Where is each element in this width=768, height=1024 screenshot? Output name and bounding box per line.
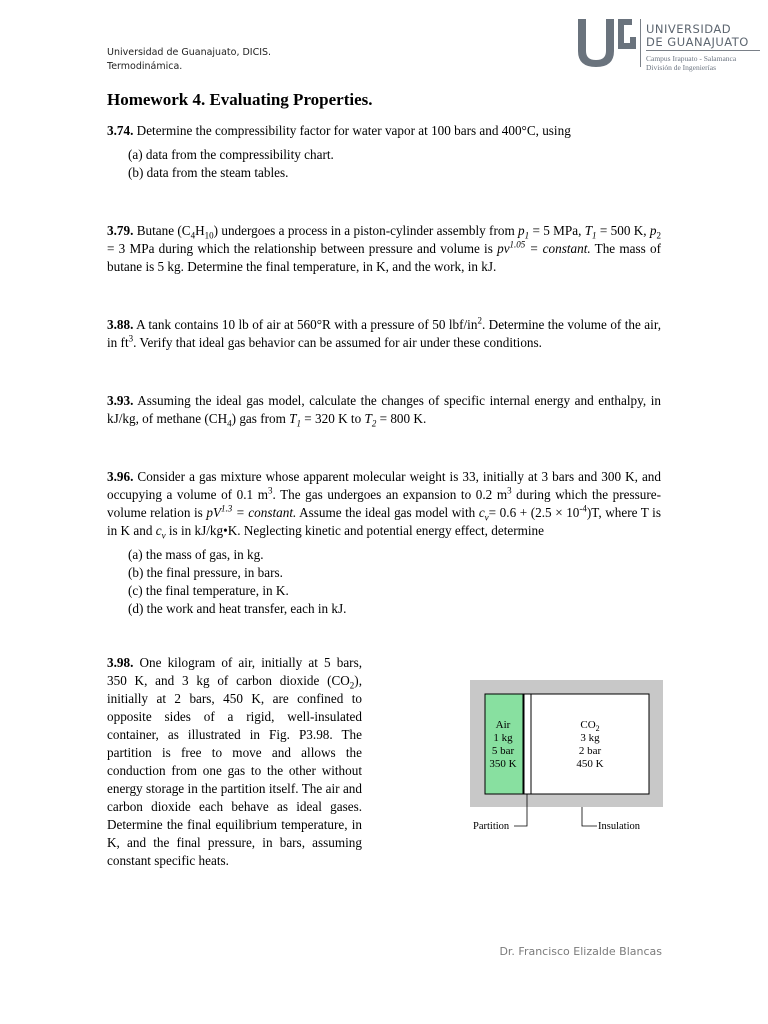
problem-number: 3.74. (107, 123, 134, 138)
text-run: = constant. (525, 241, 591, 256)
co2-name: $CO_2$ (580, 719, 600, 733)
air-pressure: 5 bar (491, 745, 515, 757)
footer-author: Dr. Francisco Elizalde Blancas (499, 945, 662, 958)
text-run: 1.3 (221, 503, 233, 514)
text-run: = 800 K. (376, 411, 427, 426)
text-run: 2 (656, 230, 662, 241)
problem-text: Determine the compressibility factor for water vapor at 100 bars and 400°C, using (136, 123, 571, 138)
insulation-leader (582, 807, 597, 826)
text-run: pv (497, 241, 510, 256)
problem-3-74-items (128, 146, 661, 182)
text-run: Consider a gas mixture whose apparent molecular weight is 33, initially at 3 bars and 300 K, and occupying a volume of 0.1 m (107, 469, 661, 502)
text-run: 3 (507, 485, 512, 496)
problem-3-96 (107, 468, 661, 540)
problem-3-93 (107, 392, 661, 428)
logo-subtitle (646, 54, 736, 72)
co2-temperature: 450 K (576, 758, 604, 770)
logo-name-line2: DE GUANAJUATO (646, 35, 749, 49)
problem-3-88 (107, 316, 661, 352)
logo-rule (646, 50, 760, 51)
text-run: = constant. (232, 505, 297, 520)
text-run: p (649, 223, 657, 238)
text-run: T (364, 411, 372, 426)
air-name: Air (495, 719, 511, 731)
text-run: 10 (204, 230, 214, 241)
list-item: (a) data from the compressibility chart. (128, 147, 334, 162)
document-header (107, 46, 271, 74)
problem-3-74 (107, 122, 661, 140)
ug-logo-icon (574, 15, 636, 71)
text-run: = 5 MPa, (529, 223, 585, 238)
problem-3-79 (107, 222, 661, 276)
text-run: Assume the ideal gas model with (296, 505, 479, 520)
text-run: 4 (190, 230, 196, 241)
air-chamber (485, 694, 523, 794)
list-item: (d) the work and heat transfer, each in kJ. (128, 601, 347, 616)
text-run: 2 (371, 418, 377, 429)
list-item: (b) data from the steam tables. (128, 165, 289, 180)
text-run: . Determine the volume of the air, in ft (107, 317, 661, 350)
text-run: is in kJ/kg•K. Neglecting kinetic and potential energy effect, determine (165, 523, 544, 538)
partition-label: Partition (473, 821, 510, 832)
text-run: p (518, 223, 525, 238)
text-run: ), initially at 2 bars, 450 K, are confined to opposite sides of a rigid, well-insulated container, as illustrated in Fig. P3.98. The partition is free to move and allows the conduction from one gas to the other without energy storage in the partition itself. The air and carbon dioxide each behave as ideal gases. Determine the final equilibrium temperature, in K, and the final pressure, in bars, assuming constant specific heats. (107, 673, 362, 868)
text-run: . The gas undergoes an expansion to 0.2 m (272, 487, 508, 502)
text-run: One kilogram of air, initially at 5 bars, 350 K, and 3 kg of carbon dioxide (CO (107, 655, 362, 688)
text-run: 2 (349, 680, 355, 691)
co2-chamber (524, 694, 649, 794)
list-item: (c) the final temperature, in K. (128, 583, 289, 598)
text-run: = 320 K to (300, 411, 365, 426)
text-run: = 3 MPa during which the relationship between pressure and volume is (107, 241, 498, 256)
header-course: Termodinámica. (107, 61, 183, 72)
logo-name (646, 23, 749, 49)
university-logo (574, 15, 764, 87)
air-mass: 1 kg (493, 732, 513, 744)
logo-divider (640, 19, 641, 67)
text-run: v (484, 512, 489, 523)
text-run: The mass of butane is 5 kg. Determine the final temperature, in K, and the work, in kJ. (107, 241, 661, 274)
header-institution: Universidad de Guanajuato, DICIS. (107, 47, 272, 58)
list-item: (b) the final pressure, in bars. (128, 565, 283, 580)
text-run: Butane (C (136, 223, 191, 238)
air-temperature: 350 K (489, 758, 517, 770)
logo-division: División de Ingenierías (646, 63, 716, 72)
co2-pressure: 2 bar (578, 745, 602, 757)
text-run: = 0.6 + (2.5 × 10 (488, 505, 580, 520)
logo-name-line1: UNIVERSIDAD (646, 22, 732, 36)
text-run: c (478, 505, 485, 520)
text-run: 4 (227, 418, 232, 429)
list-item: (a) the mass of gas, in kg. (128, 547, 264, 562)
text-run: pV (206, 505, 222, 520)
text-run: 1 (524, 230, 530, 241)
problem-number: 3.93. (107, 393, 134, 408)
text-run: -4 (579, 503, 587, 514)
text-run: = 500 K, (596, 223, 650, 238)
text-run: A tank contains 10 lb of air at 560°R with a pressure of 50 lbf/in (136, 317, 478, 332)
figure-p3-98 (470, 680, 665, 835)
problem-3-96-items (128, 546, 661, 618)
text-run: 2 (477, 315, 482, 326)
text-run: 1 (296, 418, 301, 429)
page-title: Homework 4. Evaluating Properties. (107, 90, 373, 109)
text-run: T (584, 223, 593, 238)
problem-number: 3.88. (107, 317, 134, 332)
problem-number: 3.96. (107, 469, 134, 484)
text-run: )T, where T is in K and (107, 505, 661, 538)
text-run: 3 (267, 485, 273, 496)
text-run: ) undergoes a process in a piston-cylinder assembly from (213, 223, 519, 238)
text-run: during which the pressure-volume relation is (107, 487, 661, 520)
problem-number: 3.79. (107, 223, 134, 238)
problem-number: 3.98. (107, 655, 134, 670)
text-run: T (289, 411, 297, 426)
text-run: H (195, 223, 205, 238)
text-run: Assuming the ideal gas model, calculate the changes of specific internal energy and enthalpy, in kJ/kg, of methane (CH (107, 393, 661, 426)
text-run: ) gas from (231, 411, 290, 426)
co2-mass: 3 kg (580, 732, 600, 744)
text-run: c (155, 523, 162, 538)
text-run: 1 (592, 230, 597, 241)
logo-campus: Campus Irapuato - Salamanca (646, 54, 737, 63)
problem-3-98 (107, 654, 362, 870)
text-run: 3 (128, 333, 134, 344)
text-run: v (161, 530, 166, 541)
text-run: 1.05 (509, 239, 526, 250)
insulation-label: Insulation (598, 821, 640, 832)
text-run: . Verify that ideal gas behavior can be assumed for air under these conditions. (133, 335, 542, 350)
